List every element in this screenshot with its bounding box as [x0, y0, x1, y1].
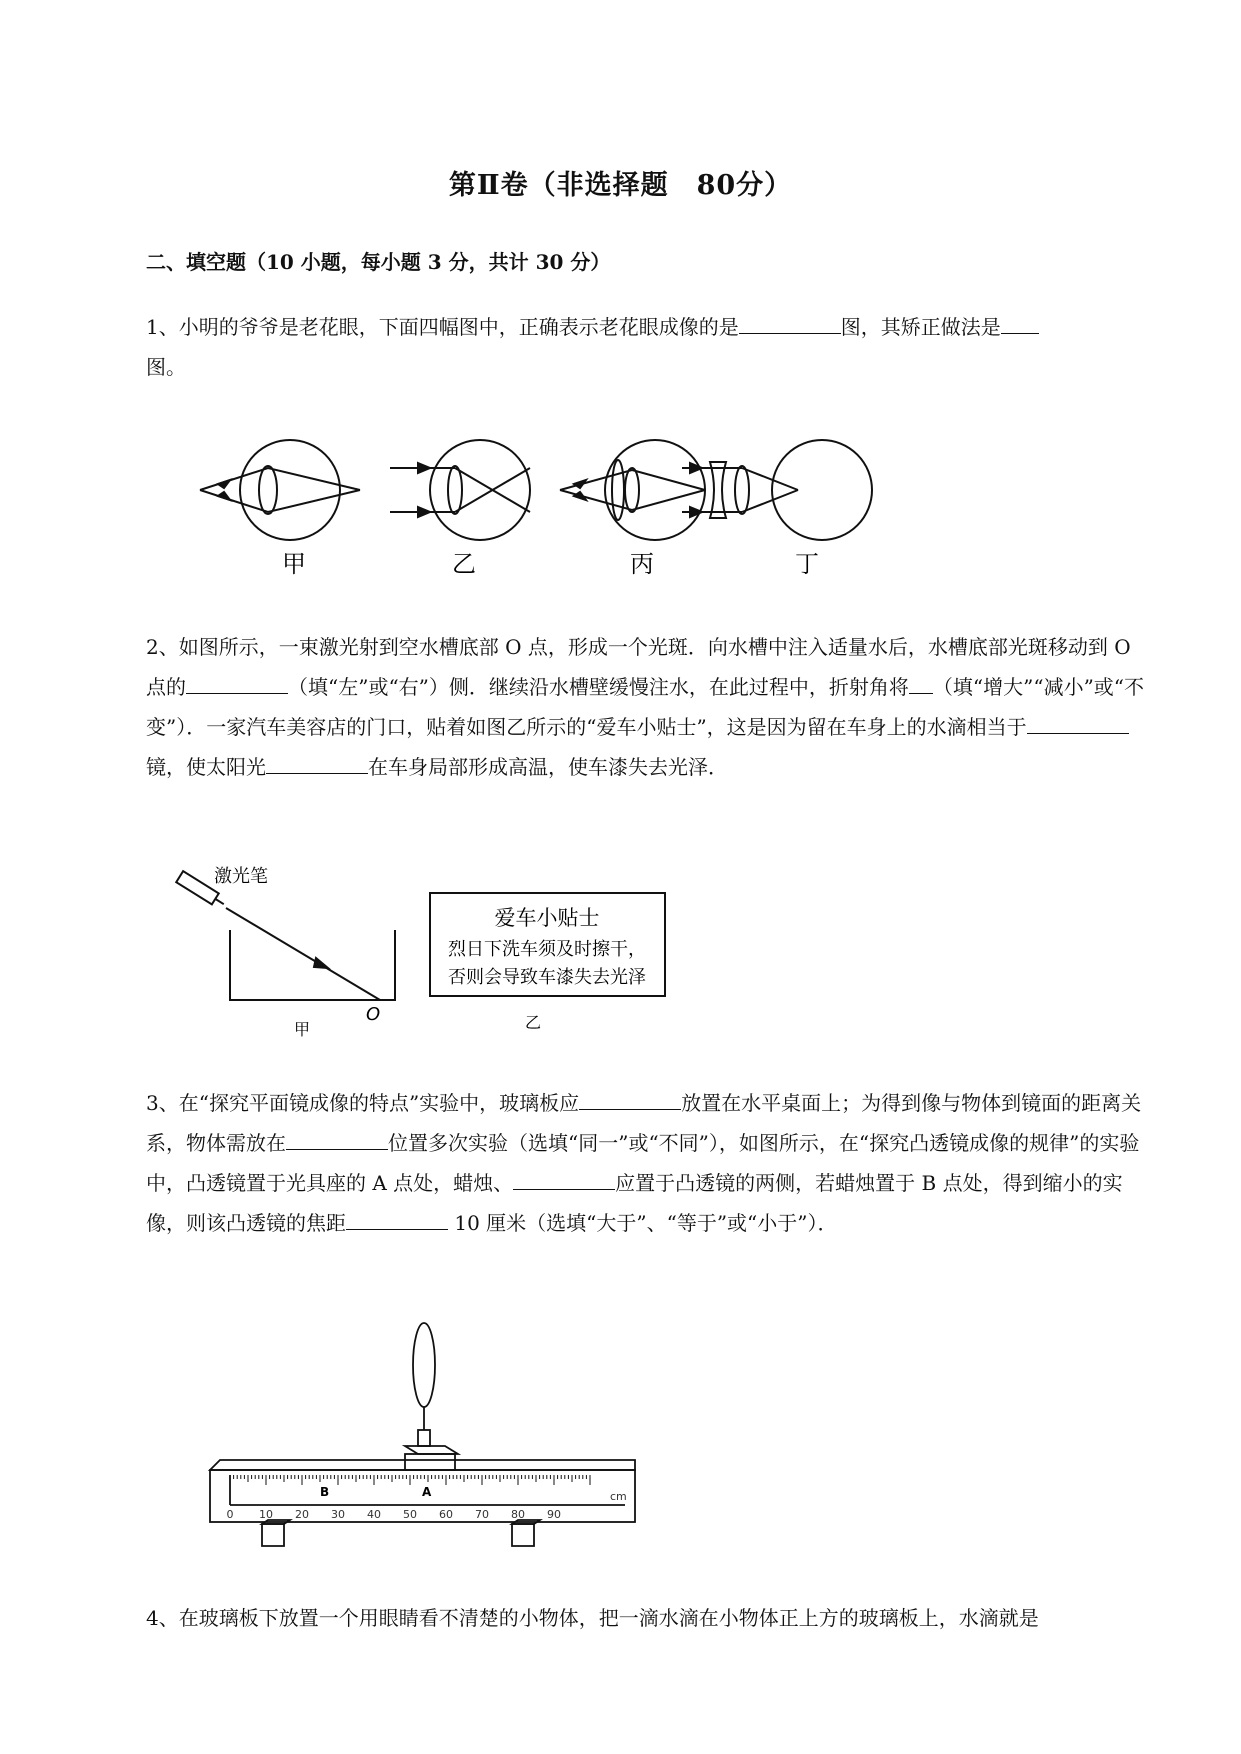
q2-text-e: 在车身局部形成高温，使车漆失去光泽． [368, 755, 728, 779]
bench-legs [262, 1520, 582, 1560]
bench-scale-number: 70 [475, 1508, 489, 1521]
page-title: 第Ⅱ卷（非选择题 80分） [448, 170, 793, 201]
q2-blank-4[interactable] [266, 749, 368, 774]
q1-text-c: 图。 [146, 355, 186, 379]
q4-text: 4、在玻璃板下放置一个用眼睛看不清楚的小物体，把一滴水滴在小物体正上方的玻璃板上，水滴就是 [146, 1606, 1039, 1630]
eye-label-yi: 乙 [452, 550, 476, 578]
notice-line-2: 否则会导致车漆失去光泽 [448, 967, 646, 988]
notice-line-1: 烈日下洗车须及时擦干， [448, 939, 646, 960]
fig-yi-caption: 乙 [525, 1013, 542, 1032]
q1-blank-2[interactable] [1001, 309, 1039, 334]
q3-text-a: 3、在“探究平面镜成像的特点”实验中，玻璃板应 [146, 1091, 580, 1115]
eye-label-ding: 丁 [795, 550, 819, 578]
bench-scale-number: 50 [403, 1508, 417, 1521]
q1-text-b: 图，其矫正做法是 [840, 315, 1001, 339]
q3-text-c: 位置多次实验（选填“同一”或“不同”），如图所示，在“探究凸透镜成像的规律”的实验中，凸透镜置于光具座的 A 点处，蜡烛、 [146, 1131, 1140, 1195]
q3-blank-2[interactable] [286, 1125, 388, 1150]
q2-blank-1[interactable] [186, 669, 288, 694]
question-2-text [146, 627, 1146, 787]
question-1-text [146, 307, 1146, 387]
q3-text-d: 应置于凸透镜的两侧，若蜡烛置于 B 点处，得到缩小的实像，则该凸透镜的焦距 [146, 1171, 1123, 1235]
q3-text-e: 10 厘米（选填“大于”、“等于”或“小于”）． [448, 1211, 838, 1235]
bench-scale-number: 90 [547, 1508, 561, 1521]
bench-scale-number: 10 [259, 1508, 273, 1521]
bench-scale-number: 40 [367, 1508, 381, 1521]
bench-scale-number: 60 [439, 1508, 453, 1521]
laser-pen-label: 激光笔 [214, 866, 268, 887]
q3-blank-1[interactable] [579, 1085, 681, 1110]
q2-text-c: （填“增大”“减小”或“不变”）．一家汽车美容店的门口，贴着如图乙所示的“爱车小贴士”，这是因为留在车身上的水滴相当于 [146, 675, 1145, 739]
bench-scale-number: 30 [331, 1508, 345, 1521]
bench-point-b: B [320, 1485, 330, 1499]
bench-scale-number: 20 [295, 1508, 309, 1521]
optical-bench-figure [200, 1320, 660, 1525]
point-o-label: O [366, 1004, 381, 1025]
bench-unit-label: cm [610, 1490, 627, 1503]
q1-text-a: 1、小明的爷爷是老花眼，下面四幅图中，正确表示老花眼成像的是 [146, 315, 739, 339]
q3-blank-4[interactable] [346, 1205, 448, 1230]
q2-text-a: 2、如图所示，一束激光射到空水槽底部 O 点，形成一个光斑．向水槽中注入适量水后，水槽底部光斑移动到 O 点的 [146, 635, 1131, 699]
q1-blank-1[interactable] [739, 309, 841, 334]
laser-water-tank-figure [170, 860, 410, 1040]
section-title: 二、填空题（10 小题，每小题 3 分，共计 30 分） [146, 250, 611, 274]
bench-scale-number: 0 [226, 1508, 234, 1521]
q2-blank-2[interactable] [909, 669, 933, 694]
notice-title: 爱车小贴士 [494, 906, 600, 930]
question-3-text [146, 1083, 1146, 1243]
question-4-text [146, 1598, 1146, 1638]
q2-text-b: （填“左”或“右”）侧．继续沿水槽壁缓慢注水，在此过程中，折射角将 [288, 675, 909, 699]
bench-point-a: A [422, 1485, 432, 1499]
eye-label-jia: 甲 [282, 550, 306, 578]
car-notice-figure [430, 893, 670, 1043]
q2-blank-3[interactable] [1027, 709, 1129, 734]
q2-text-d: 镜，使太阳光 [146, 755, 266, 779]
q3-blank-3[interactable] [513, 1165, 615, 1190]
bench-scale-number: 80 [511, 1508, 525, 1521]
q3-text-b: 放置在水平桌面上；为得到像与物体到镜面的距离关系，物体需放在 [146, 1091, 1142, 1155]
fig-jia-caption: 甲 [294, 1020, 311, 1039]
eye-diagrams-figure [190, 420, 910, 585]
eye-label-bing: 丙 [630, 550, 654, 578]
